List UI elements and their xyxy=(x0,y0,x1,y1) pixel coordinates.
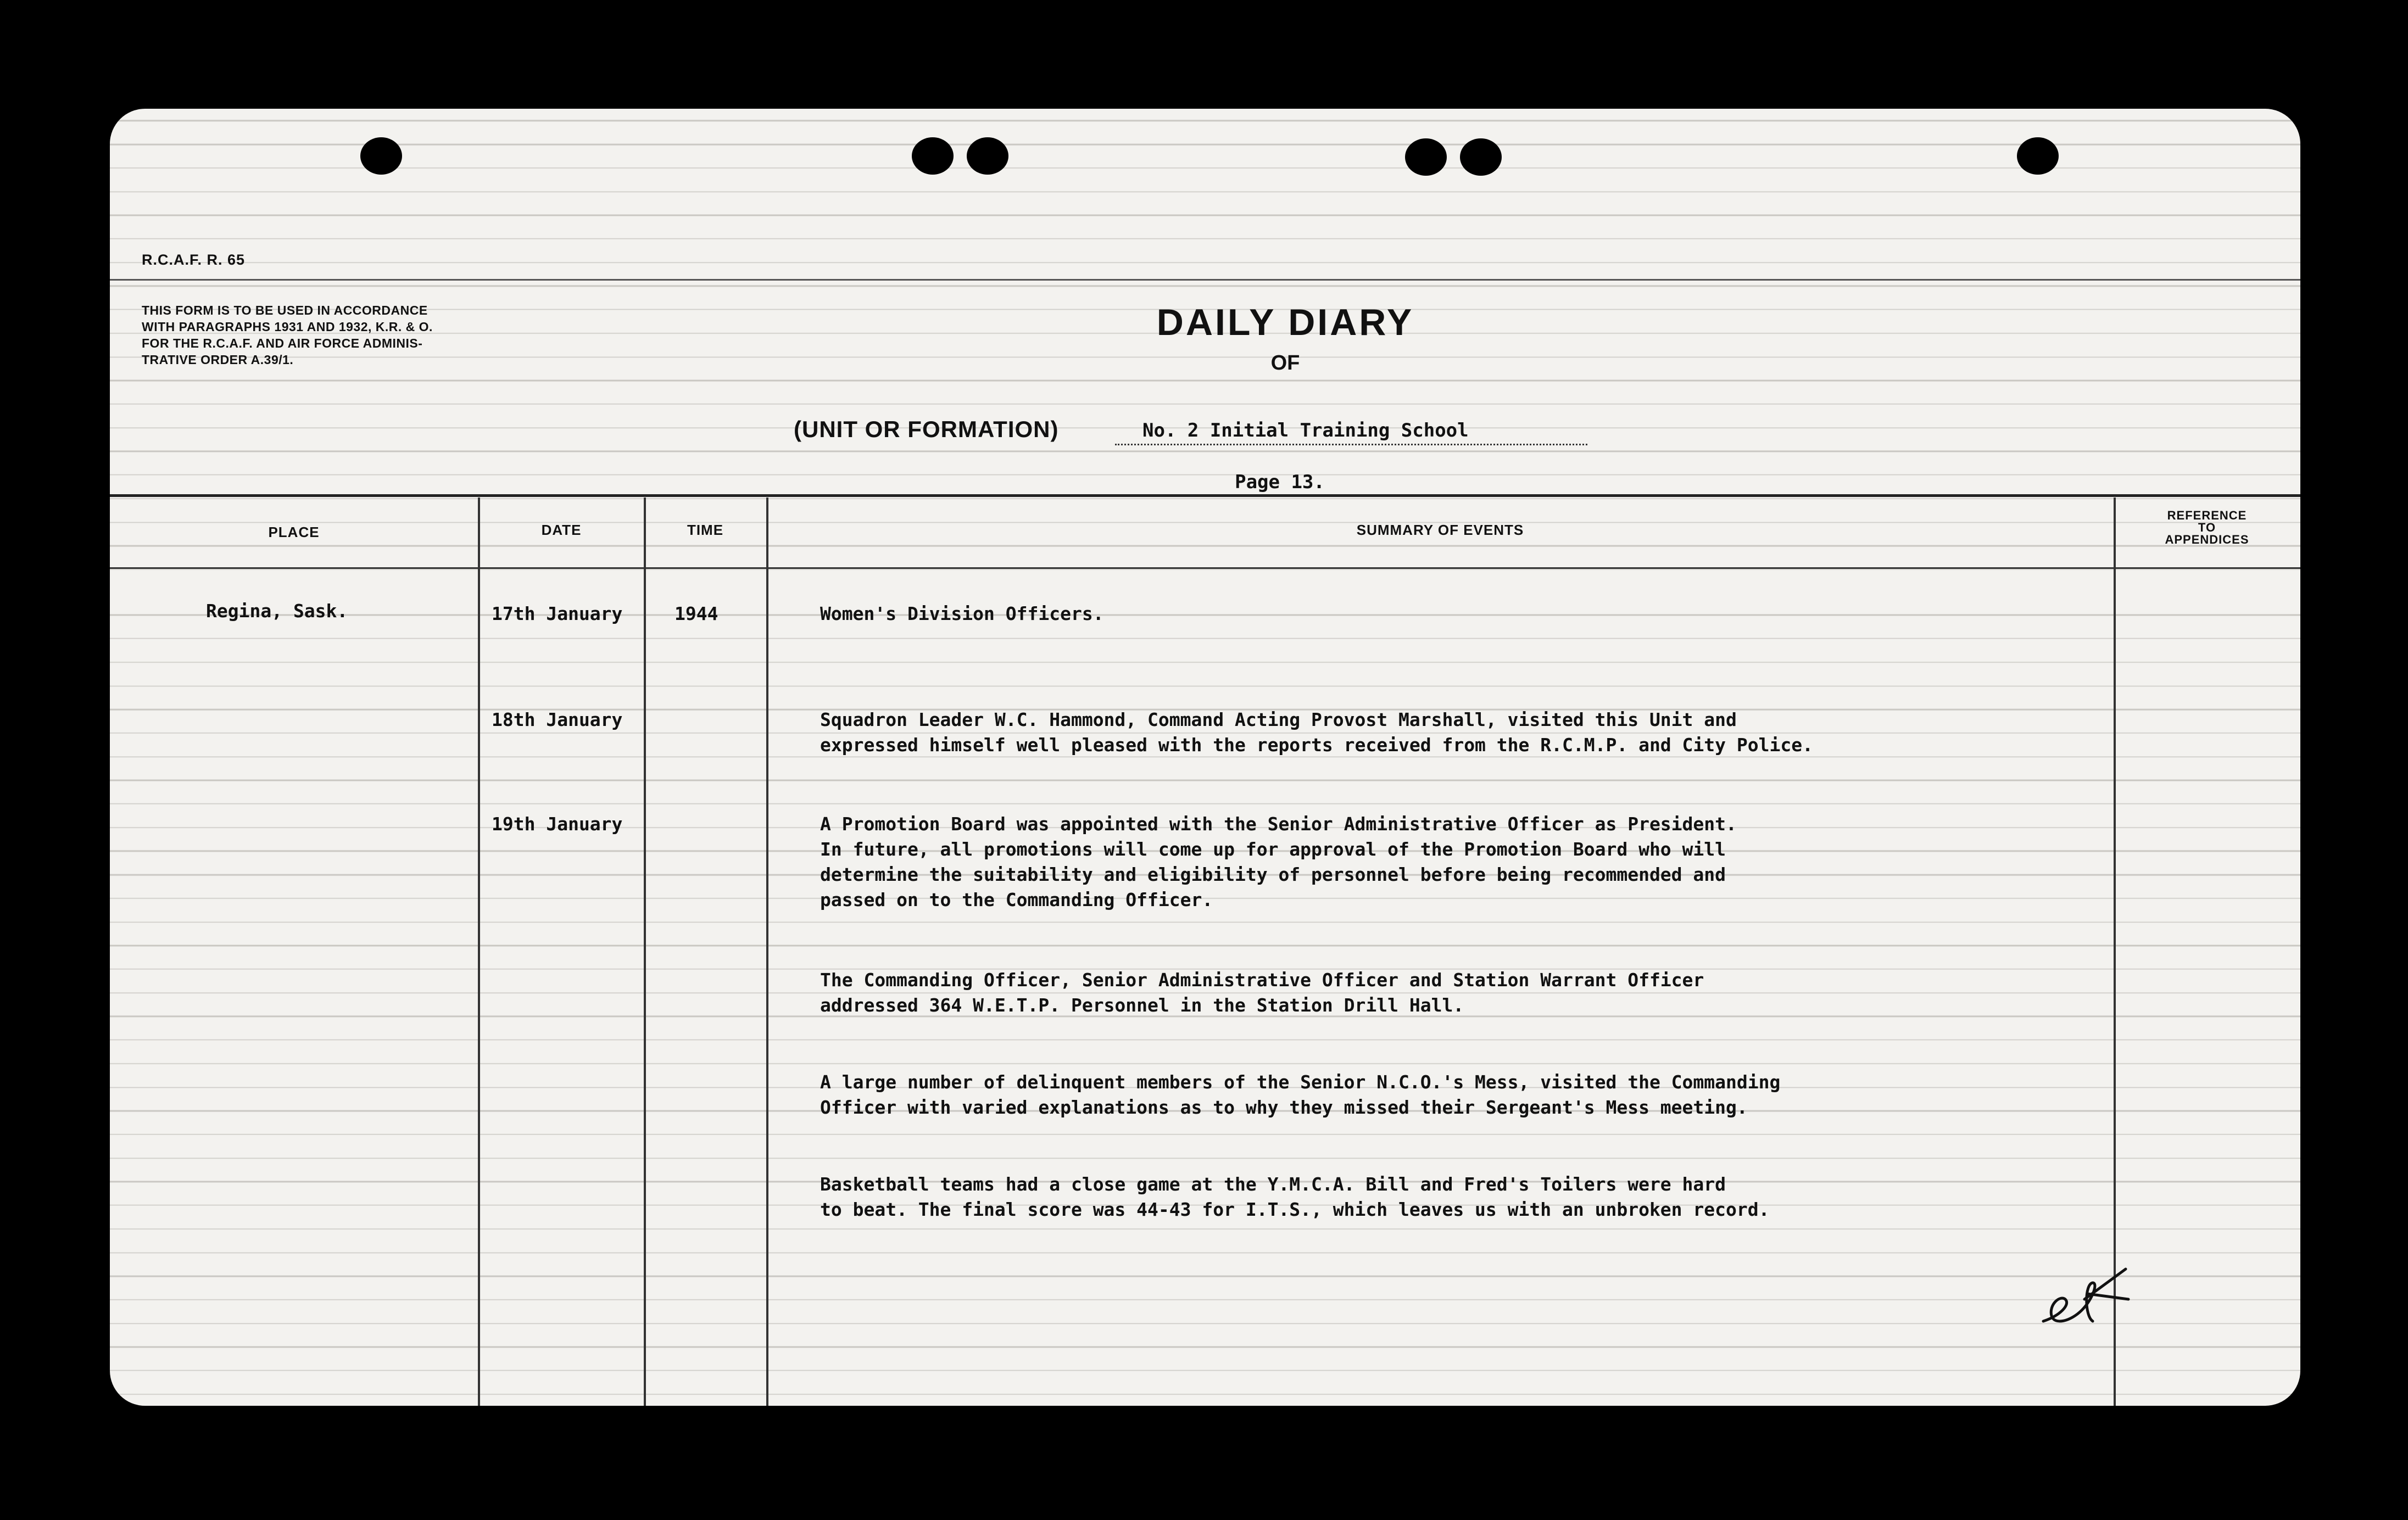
unit-label: (UNIT OR FORMATION) xyxy=(794,416,1059,442)
unit-value: No. 2 Initial Training School xyxy=(1115,420,1587,445)
entry-line: determine the suitability and eligibility of personnel before being recommended and xyxy=(820,864,1726,885)
row-place: Regina, Sask. xyxy=(206,600,348,622)
column-header-place: PLACE xyxy=(268,524,320,540)
column-divider xyxy=(644,498,646,1406)
punch-hole xyxy=(912,137,954,175)
entry-line: expressed himself well pleased with the reports received from the R.C.M.P. and City Police. xyxy=(820,734,1813,756)
entry-line: The Commanding Officer, Senior Administrative Officer and Station Warrant Officer xyxy=(820,969,1704,991)
punch-hole xyxy=(1460,138,1502,176)
diary-entry xyxy=(820,812,2127,913)
reference-line: TO xyxy=(2198,521,2216,534)
table-top-rule xyxy=(110,494,2300,497)
punch-hole xyxy=(360,137,402,175)
reference-line: APPENDICES xyxy=(2165,533,2249,546)
instruction-line: FOR THE R.C.A.F. AND AIR FORCE ADMINIS- xyxy=(142,336,423,350)
column-header-summary: SUMMARY OF EVENTS xyxy=(1356,522,1524,538)
table-header-rule xyxy=(110,567,2300,569)
form-number: R.C.A.F. R. 65 xyxy=(142,252,246,268)
punch-hole xyxy=(1405,138,1447,176)
entry-line: Squadron Leader W.C. Hammond, Command Acting Provost Marshall, visited this Unit and xyxy=(820,709,1737,730)
diary-sheet xyxy=(110,109,2300,1406)
reference-line: REFERENCE xyxy=(2167,508,2247,522)
header-rule xyxy=(110,279,2300,281)
diary-entry xyxy=(820,968,2127,1018)
handwritten-initials-icon xyxy=(2032,1261,2137,1338)
row-date: 18th January xyxy=(492,709,623,730)
diary-entry xyxy=(820,601,2127,627)
diary-entry xyxy=(820,707,2127,758)
of-label: OF xyxy=(1270,351,1300,375)
column-divider xyxy=(766,498,768,1406)
entry-line: passed on to the Commanding Officer. xyxy=(820,889,1213,910)
instruction-line: TRATIVE ORDER A.39/1. xyxy=(142,353,294,367)
form-instructions xyxy=(142,302,559,368)
entry-line: to beat. The final score was 44-43 for I.T.S., which leaves us with an unbroken record. xyxy=(820,1199,1770,1220)
column-divider xyxy=(478,498,480,1406)
entry-line: Women's Division Officers. xyxy=(820,603,1104,624)
instruction-line: WITH PARAGRAPHS 1931 AND 1932, K.R. & O. xyxy=(142,320,433,334)
column-header-time: TIME xyxy=(687,522,724,538)
page-number: Page 13. xyxy=(1235,471,1325,493)
entry-line: A large number of delinquent members of the Senior N.C.O.'s Mess, visited the Commanding xyxy=(820,1071,1781,1093)
column-header-date: DATE xyxy=(541,522,582,538)
punch-hole xyxy=(2017,137,2059,175)
entry-line: Officer with varied explanations as to why they missed their Sergeant's Mess meeting. xyxy=(820,1097,1748,1118)
diary-entry xyxy=(820,1172,2127,1222)
entry-line: Basketball teams had a close game at the Y.M.C.A. Bill and Fred's Toilers were hard xyxy=(820,1173,1726,1195)
diary-entry xyxy=(820,1070,2127,1120)
column-header-reference xyxy=(2114,510,2300,546)
row-date: 17th January xyxy=(492,603,623,624)
entry-line: In future, all promotions will come up for approval of the Promotion Board who will xyxy=(820,839,1726,860)
row-time: 1944 xyxy=(675,603,718,624)
entry-line: addressed 364 W.E.T.P. Personnel in the Station Drill Hall. xyxy=(820,994,1464,1016)
page-title: DAILY DIARY xyxy=(1156,301,1414,343)
row-date: 19th January xyxy=(492,813,623,835)
entry-line: A Promotion Board was appointed with the Senior Administrative Officer as President. xyxy=(820,813,1737,835)
instruction-line: THIS FORM IS TO BE USED IN ACCORDANCE xyxy=(142,303,428,317)
punch-hole xyxy=(967,137,1008,175)
